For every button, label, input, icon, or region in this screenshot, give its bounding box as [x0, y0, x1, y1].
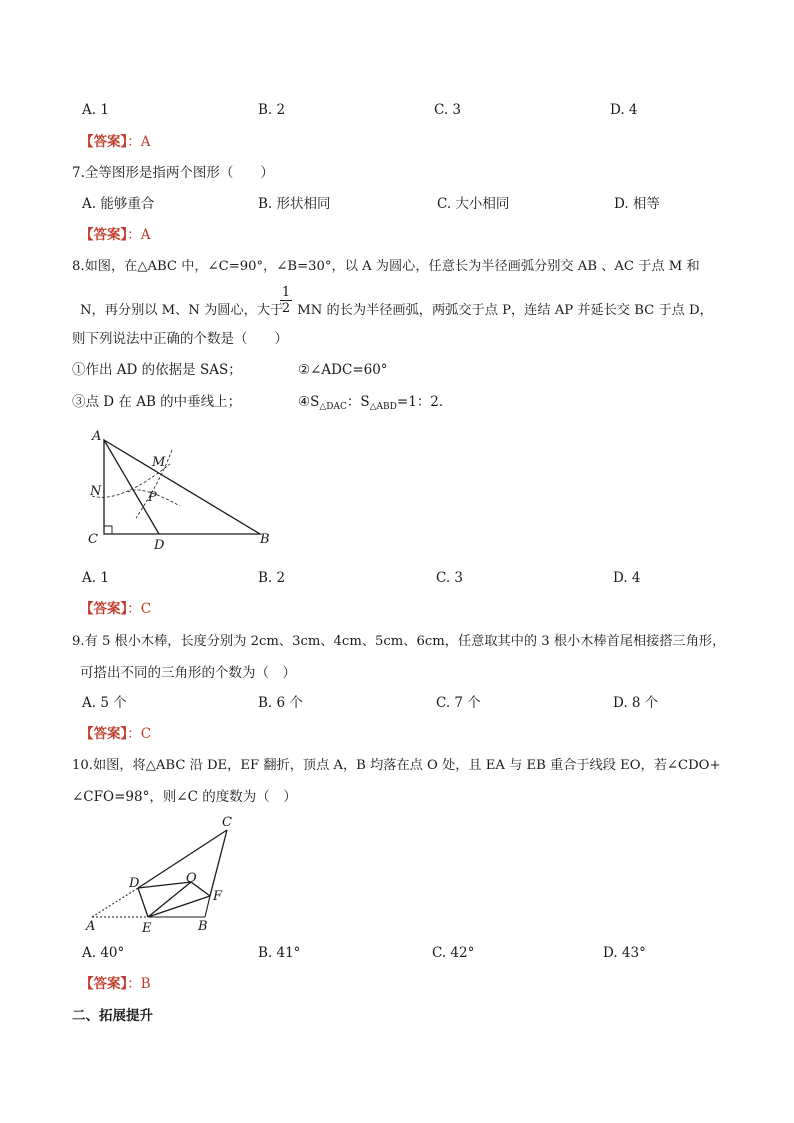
q9-option-d: D. 8 个 [613, 695, 659, 711]
q9-option-a: A. 5 个 [82, 695, 127, 711]
q10-stem-line2: ∠CFO=98°，则∠C 的度数为（ ） [72, 789, 297, 805]
segment-ef [148, 896, 210, 917]
q10-stem-line1: 10.如图，将△ABC 沿 DE，EF 翻折，顶点 A，B 均落在点 O 处，且 EA 与 EB 重合于线段 EO，若∠CDO+ [72, 758, 721, 773]
label-b: B [198, 919, 208, 934]
q8-stem-line3: 则下列说法中正确的个数是（ ） [72, 331, 288, 347]
q9-stem-line2: 可搭出不同的三角形的个数为（ ） [80, 665, 296, 681]
q9-option-c: C. 7 个 [436, 695, 481, 711]
q10-fold-figure [80, 812, 250, 937]
label-n: N [90, 484, 102, 499]
label-p: P [148, 490, 157, 505]
fraction-half [280, 286, 292, 315]
q10-answer [80, 978, 151, 992]
answer-label: 【答案】 [80, 227, 128, 243]
label-c: C [88, 532, 98, 547]
q6-answer [80, 136, 151, 150]
fraction-denominator: 2 [281, 301, 291, 316]
segment-eo [148, 882, 191, 917]
label-f: F [213, 889, 223, 904]
q8-answer [80, 603, 151, 617]
label-a: A [86, 919, 96, 934]
q8-statement-2: ②∠ADC=60° [298, 362, 388, 378]
q7-option-b: B. 形状相同 [258, 196, 331, 212]
q7-answer [80, 229, 151, 243]
q7-option-a: A. 能够重合 [82, 196, 155, 212]
q8-stem-line2-post: MN 的长为半径画弧，两弧交于点 P，连结 AP 并延长交 BC 于点 D， [297, 303, 713, 318]
q8-statement-4 [298, 396, 452, 412]
q8-option-b: B. 2 [258, 570, 286, 586]
q8-statement-3: ③点 D 在 AB 的中垂线上； [72, 394, 242, 410]
label-a: A [92, 429, 102, 444]
q9-answer [80, 728, 151, 742]
label-d: D [129, 876, 140, 891]
answer-value: ：C [127, 601, 152, 617]
q8-statement-1: ①作出 AD 的依据是 SAS； [72, 362, 242, 378]
label-m: M [152, 455, 166, 470]
q8-option-d: D. 4 [613, 570, 641, 586]
q8-option-a: A. 1 [82, 570, 109, 586]
answer-label: 【答案】 [80, 726, 128, 742]
label-d: D [154, 538, 165, 553]
section-title: 二、拓展提升 [72, 1008, 153, 1024]
q8-triangle-figure [80, 422, 290, 562]
q9-option-b: B. 6 个 [258, 695, 303, 711]
q8-s4-post: =1：2． [396, 394, 453, 410]
q6-option-b: B. 2 [258, 102, 286, 118]
answer-value: ：C [127, 726, 152, 742]
q8-s4-mid: ：S [346, 394, 370, 410]
segment-fb [205, 896, 210, 917]
q8-stem-line2 [80, 301, 713, 318]
label-c: C [222, 815, 232, 830]
q6-option-a: A. 1 [82, 102, 109, 118]
answer-value: ：A [127, 134, 151, 150]
label-o: O [186, 871, 197, 886]
segment-ad [104, 440, 159, 534]
q7-option-c: C. 大小相同 [437, 196, 510, 212]
q9-stem-line1: 9.有 5 根小木棒，长度分别为 2cm、3cm、4cm、5cm、6cm，任意取其中的 3 根小木棒首尾相接搭三角形， [72, 634, 726, 649]
label-b: B [260, 532, 270, 547]
answer-value: ：B [127, 976, 151, 992]
q7-stem: 7.全等图形是指两个图形（ ） [72, 165, 274, 181]
triangle-abc [104, 440, 260, 534]
q6-option-c: C. 3 [434, 102, 462, 118]
answer-value: ：A [127, 227, 151, 243]
answer-label: 【答案】 [80, 601, 128, 617]
segment-de [138, 888, 148, 917]
fraction-numerator: 1 [281, 285, 291, 300]
q8-option-c: C. 3 [436, 570, 464, 586]
q10-option-d: D. 43° [603, 945, 646, 961]
q8-s4-sub2: △ABD [369, 402, 397, 412]
q7-option-d: D. 相等 [614, 196, 660, 212]
q8-stem-line2-pre: N，再分别以 M、N 为圆心，大于 [80, 303, 284, 318]
q8-s4-sub1: △DAC [319, 402, 347, 412]
q8-s4-pre: ④S [298, 394, 320, 410]
right-angle-mark [104, 526, 112, 534]
label-e: E [142, 921, 152, 936]
q10-option-b: B. 41° [258, 945, 301, 961]
answer-label: 【答案】 [80, 976, 128, 992]
q6-option-d: D. 4 [610, 102, 638, 118]
q10-option-c: C. 42° [432, 945, 475, 961]
answer-label: 【答案】 [80, 134, 128, 150]
segment-ad-dotted [92, 888, 138, 917]
q8-stem-line1: 8.如图，在△ABC 中，∠C=90°，∠B=30°，以 A 为圆心，任意长为半径画弧分别交 AB 、AC 于点 M 和 [72, 259, 700, 274]
q10-option-a: A. 40° [82, 945, 125, 961]
